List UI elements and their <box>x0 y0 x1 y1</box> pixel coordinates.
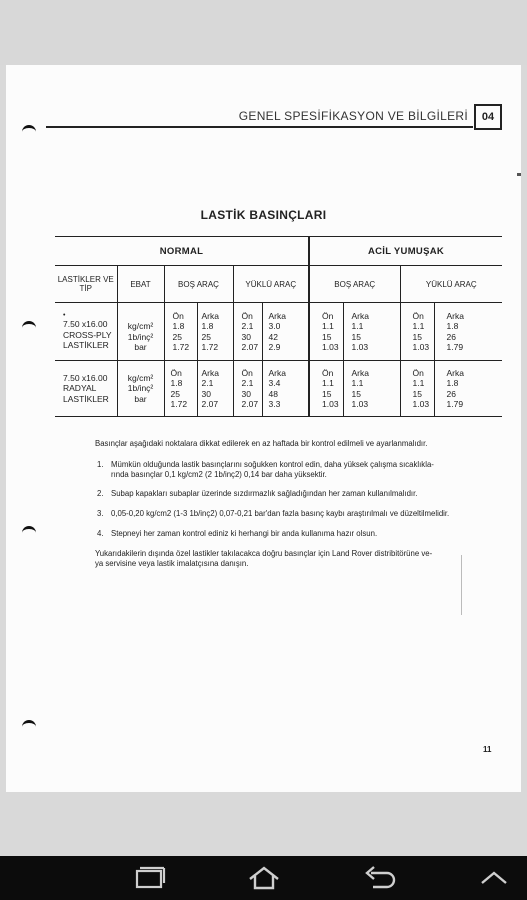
back-icon[interactable] <box>349 862 409 894</box>
scan-mark <box>517 173 521 176</box>
document-page <box>6 65 521 792</box>
table-title: LASTİK BASINÇLARI <box>200 208 327 222</box>
top-band <box>0 0 527 65</box>
value-cell: Ön 1.8 25 1.72 <box>172 310 190 352</box>
col-loaded: YÜKLÜ ARAÇ <box>233 266 309 303</box>
col-empty-emergency: BOŞ ARAÇ <box>309 266 400 303</box>
binding-mark-icon <box>22 526 36 537</box>
value-cell: Arka 3.4 48 3.3 <box>262 361 309 417</box>
value-cell: Ön 2.1 30 2.07 <box>241 367 259 409</box>
unit-cell: kg/cm² 1b/inç² bar <box>117 303 164 361</box>
value-cell: Arka 1.1 15 1.03 <box>343 361 400 417</box>
section-header-title: GENEL SPESİFİKASYON VE BİLGİLERİ <box>238 109 468 123</box>
list-item: 3. 0,05-0,20 kg/cm2 (1-3 1b/inç2) 0,07-0,21 bar'dan fazla basınç kaybı araştırılmalı ve düzeltilmelidir. <box>97 509 450 518</box>
value-cell: Ön 1.8 25 1.72 <box>170 367 188 409</box>
scan-line <box>461 555 462 615</box>
binding-mark-icon <box>22 125 36 136</box>
list-item: 1. Mümkün olduğunda lastik basınçlarını soğukken kontrol edin, daha yüksek çalışma sıcaklıkla- rında basınçlar 0,1 kg/cm2 (2 1b/inç2) 0,14 bar daha yüksektir. <box>97 460 434 479</box>
tire-type-cell: 7.50 x16.00 RADYAL LASTİKLER <box>55 361 117 417</box>
unit-cell: kg/cm² 1b/inç² bar <box>117 361 164 417</box>
col-size: EBAT <box>117 266 164 303</box>
closing-note: Yukarıdakilerin dışında özel lastikler takılacakca doğru basınçlar için Land Rover distribitörüne ve- ya servisine veya lastik imalatçısına danışın. <box>95 549 433 568</box>
value-cell: Arka 3.0 42 2.9 <box>262 303 309 361</box>
chapter-badge: 04 <box>474 104 502 130</box>
system-navigation-bar <box>0 856 527 900</box>
section-normal: NORMAL <box>55 237 309 266</box>
value-cell: Ön 1.1 15 1.03 <box>322 310 339 352</box>
collapse-icon[interactable] <box>464 862 524 894</box>
value-cell: Arka 1.8 26 1.79 <box>434 361 502 417</box>
page-number: 11 <box>483 745 492 754</box>
col-tires: LASTİKLER VE TİP <box>55 266 117 303</box>
value-cell: Arka 2.1 30 2.07 <box>197 361 233 417</box>
table-row <box>55 303 502 361</box>
bottom-band <box>0 792 527 856</box>
value-cell: Arka 1.8 26 1.79 <box>434 303 502 361</box>
value-cell: Ön 1.1 15 1.03 <box>412 310 430 352</box>
value-cell: Ön 1.1 15 1.03 <box>322 367 339 409</box>
col-loaded-emergency: YÜKLÜ ARAÇ <box>425 279 477 289</box>
binding-mark-icon <box>22 720 36 731</box>
binding-mark-icon <box>22 321 36 332</box>
notes-intro: Basınçlar aşağıdaki noktalara dikkat edilerek en az haftada bir kontrol edilmeli ve ayarlanmalıdır. <box>95 439 428 448</box>
list-item: 4. Stepneyi her zaman kontrol ediniz ki herhangi bir anda kullanıma hazır olsun. <box>97 529 378 538</box>
value-cell: Arka 1.1 15 1.03 <box>343 303 400 361</box>
list-item: 2. Subap kapakları subaplar üzerinde sızdırmazlık sağladığından her zaman kullanılmalıdır. <box>97 489 418 498</box>
col-empty: BOŞ ARAÇ <box>164 266 233 303</box>
table-row <box>55 361 502 417</box>
tire-type-cell: • 7.50 x16.00 CROSS-PLY LASTİKLER <box>55 303 117 361</box>
home-icon[interactable] <box>234 862 294 894</box>
value-cell: Ön 2.1 30 2.07 <box>241 310 259 352</box>
value-cell: Arka 1.8 25 1.72 <box>197 303 233 361</box>
tire-pressure-table <box>55 236 502 417</box>
section-emergency: ACİL YUMUŞAK <box>367 245 445 257</box>
header-rule <box>46 126 473 128</box>
recent-apps-icon[interactable] <box>119 862 179 894</box>
value-cell: Ön 1.1 15 1.03 <box>412 367 430 409</box>
